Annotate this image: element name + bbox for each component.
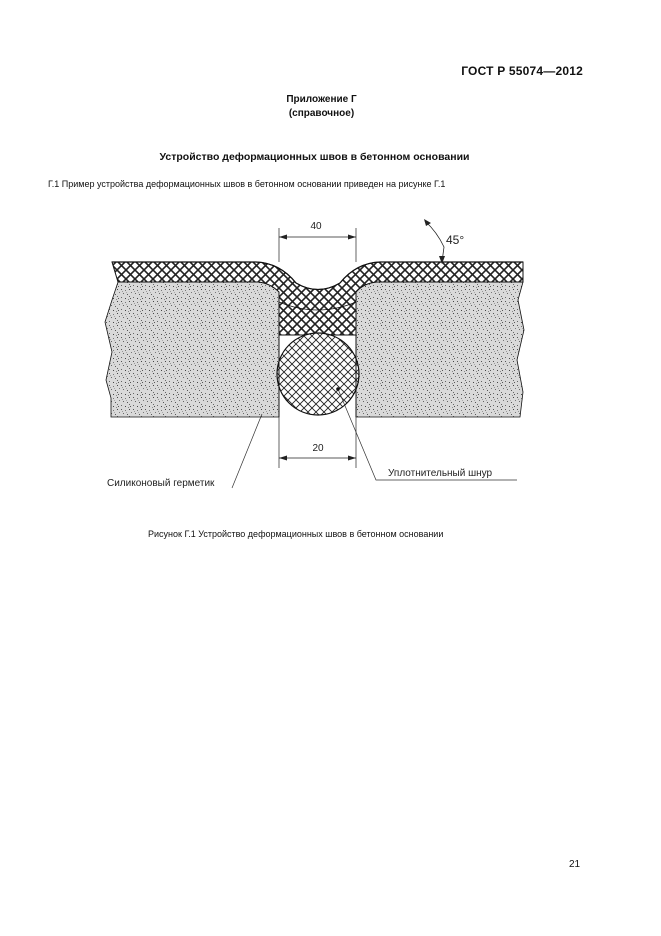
- angle-label: 45°: [446, 233, 465, 247]
- sealant-label: Силиконовый герметик: [107, 478, 215, 489]
- right-concrete-slab: [356, 282, 524, 417]
- bottom-dimension: [279, 417, 356, 468]
- sealing-cord: [276, 332, 360, 416]
- section-title: [0, 151, 661, 163]
- appendix-title: Приложение Г: [286, 94, 357, 105]
- cord-label: Уплотнительный шнур: [388, 468, 493, 479]
- intro-paragraph: Г.1 Пример устройства деформационных швов в бетонном основании приведен на рисунке Г.1: [48, 179, 446, 189]
- appendix-subtitle: (справочное): [288, 108, 355, 119]
- left-concrete-slab: [105, 282, 279, 417]
- section-title-text: Устройство деформационных швов в бетонном основании: [159, 151, 470, 163]
- page-number: 21: [569, 859, 581, 870]
- sealant-leader-line: [232, 414, 262, 488]
- bottom-dimension-label: 20: [312, 443, 324, 454]
- top-dimension: [279, 221, 356, 262]
- figure-caption: Рисунок Г.1 Устройство деформационных швов в бетонном основании: [148, 529, 444, 539]
- appendix-heading: [0, 93, 661, 121]
- joint-figure: [0, 200, 661, 510]
- document-code: ГОСТ Р 55074—2012: [461, 64, 583, 78]
- top-dimension-label: 40: [310, 221, 322, 232]
- angle-indicator: [424, 219, 464, 264]
